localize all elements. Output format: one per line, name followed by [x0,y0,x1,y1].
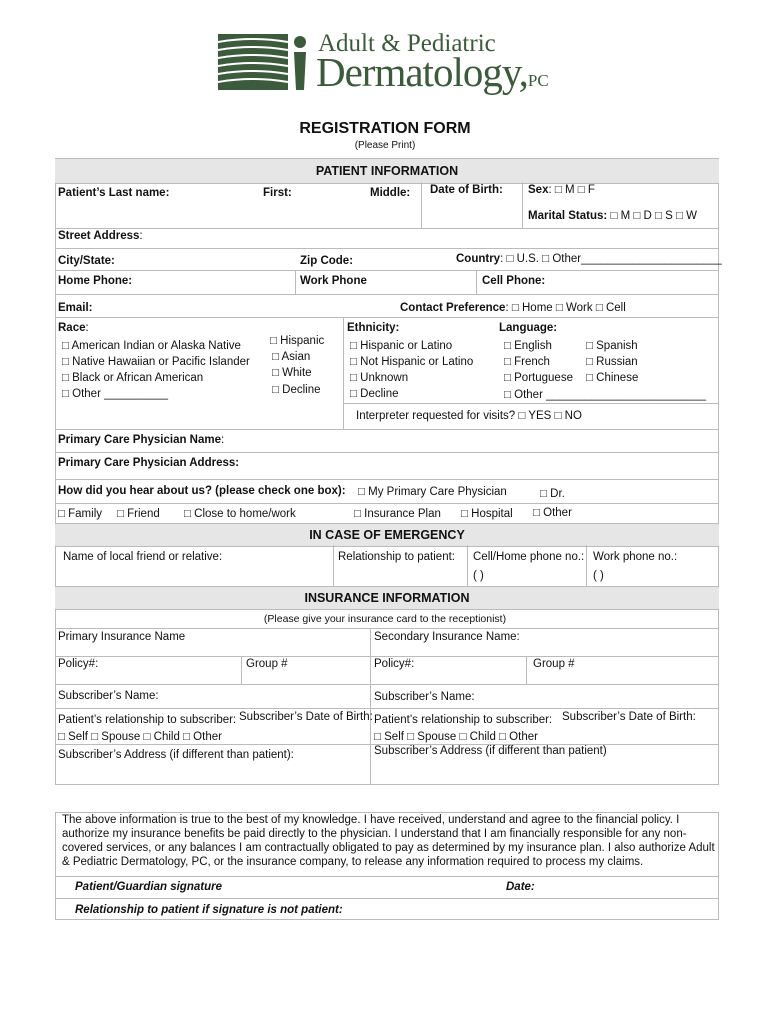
dob-label: Date of Birth: [430,184,503,196]
hear-option-dr[interactable]: □ Dr. [540,488,565,500]
sex-label: Sex [528,184,549,196]
emergency-relationship-label: Relationship to patient: [338,551,455,563]
date-label[interactable]: Date: [506,881,535,893]
contact-pref-field[interactable] [400,302,626,316]
secondary-subscriber-name-label: Subscriber’s Name: [374,691,475,703]
race-option[interactable]: □ Decline [272,384,321,396]
primary-relationship-options[interactable]: □ Self □ Spouse □ Child □ Other [58,731,222,743]
primary-insurance-label: Primary Insurance Name [58,631,186,643]
language-option[interactable]: □ Spanish [586,340,638,352]
signature-label[interactable]: Patient/Guardian signature [75,881,222,893]
city-label: City/State: [58,255,115,267]
language-option[interactable]: □ Other _________________________ [504,389,706,401]
contact-pref-label: Contact Preference [400,302,506,314]
race-option[interactable]: □ Other __________ [62,388,169,400]
hear-option-pcp[interactable]: □ My Primary Care Physician [358,486,507,498]
agreement-line: authorize my insurance benefits be paid directly to the physician. I understand that I am financially responsible for any non- [62,828,687,840]
logo-waves-icon [218,30,314,92]
ethnicity-option[interactable]: □ Decline [350,388,399,400]
hear-option[interactable]: □ Other [533,507,572,519]
middle-name-label: Middle: [370,187,411,199]
country-field[interactable] [456,253,722,267]
logo [218,30,549,102]
street-colon: : [139,230,143,242]
pcp-name-field[interactable] [58,434,224,448]
marital-field[interactable] [528,210,697,224]
primary-subscriber-dob-label: Subscriber’s Date of Birth: [239,711,373,723]
last-name-label: Patient’s Last name: [58,187,170,199]
secondary-insurance-label: Secondary Insurance Name: [374,631,520,643]
secondary-subscriber-dob-label: Subscriber’s Date of Birth: [562,711,696,723]
primary-subscriber-name-label: Subscriber’s Name: [58,690,159,702]
language-option[interactable]: □ French [504,356,550,368]
logo-pc: PC [527,71,549,90]
emergency-cell-label: Cell/Home phone no.: [473,551,585,563]
language-option[interactable]: □ English [504,340,552,352]
race-option[interactable]: □ American Indian or Alaska Native [62,340,241,352]
emergency-work-paren: ( ) [593,570,604,582]
logo-line2 [316,48,549,96]
cell-phone-label: Cell Phone: [482,275,546,287]
marital-label: Marital Status: [528,210,608,222]
relationship-signature-label[interactable]: Relationship to patient if signature is not patient: [75,904,343,916]
home-phone-label: Home Phone: [58,275,133,287]
work-phone-label: Work Phone [300,275,367,287]
language-option[interactable]: □ Chinese [586,372,639,384]
contact-pref-options: : □ Home □ Work □ Cell [505,302,626,314]
hear-option[interactable]: □ Insurance Plan [354,508,441,520]
hear-option[interactable]: □ Close to home/work [184,508,296,520]
interpreter-question[interactable]: Interpreter requested for visits? □ YES □ NO [356,410,582,422]
emergency-heading: IN CASE OF EMERGENCY [55,523,719,547]
hear-option[interactable]: □ Family [58,508,103,520]
ethnicity-option[interactable]: □ Not Hispanic or Latino [350,356,474,368]
country-label: Country [456,253,501,265]
emergency-work-label: Work phone no.: [593,551,678,563]
pcp-address-label: Primary Care Physician Address: [58,457,240,469]
ethnicity-option[interactable]: □ Unknown [350,372,409,384]
primary-policy-label: Policy#: [58,658,99,670]
sex-field[interactable] [528,184,595,198]
race-option[interactable]: □ White [272,367,312,379]
secondary-relationship-label: Patient’s relationship to subscriber: [374,714,553,726]
agreement-line: & Pediatric Dermatology, PC, or the insurance company, to release any information required to process my claims. [62,856,644,868]
race-option[interactable]: □ Asian [272,351,311,363]
primary-group-label: Group # [246,658,288,670]
first-name-label: First: [263,187,292,199]
race-colon: : [85,322,89,334]
language-option[interactable]: □ Portuguese [504,372,573,384]
agreement-line: covered services, or any balances I am contractually obligated to pay as determined by my insurance plan. I also authorize Adult [62,842,715,854]
sex-options: : □ M □ F [548,184,595,196]
race-option[interactable]: □ Black or African American [62,372,204,384]
street-label: Street Address [58,230,140,242]
language-label: Language: [499,322,558,334]
ethnicity-option[interactable]: □ Hispanic or Latino [350,340,453,352]
emergency-name-label: Name of local friend or relative: [63,551,223,563]
insurance-heading: INSURANCE INFORMATION [55,586,719,610]
race-option[interactable]: □ Native Hawaiian or Pacific Islander [62,356,250,368]
pcp-name-label: Primary Care Physician Name [58,434,222,446]
secondary-relationship-options[interactable]: □ Self □ Spouse □ Child □ Other [374,731,538,743]
page-title: REGISTRATION FORM [299,120,471,137]
language-option[interactable]: □ Russian [586,356,638,368]
zip-label: Zip Code: [300,255,354,267]
hear-question: How did you hear about us? (please check one box): [58,485,346,497]
secondary-subscriber-address-label: Subscriber’s Address (if different than patient) [374,745,607,757]
emergency-cell-paren: ( ) [473,570,484,582]
secondary-policy-label: Policy#: [374,658,415,670]
page-subtitle: (Please Print) [354,140,416,151]
secondary-group-label: Group # [533,658,575,670]
pcp-name-colon: : [221,434,225,446]
primary-subscriber-address-label: Subscriber’s Address (if different than patient): [58,749,294,761]
hear-option[interactable]: □ Friend [117,508,160,520]
insurance-note: (Please give your insurance card to the receptionist) [263,613,507,625]
email-label: Email: [58,302,93,314]
race-heading [58,322,89,336]
race-option[interactable]: □ Hispanic [270,335,325,347]
race-label: Race [58,322,86,334]
ethnicity-label: Ethnicity: [347,322,400,334]
hear-option[interactable]: □ Hospital [461,508,513,520]
primary-relationship-label: Patient’s relationship to subscriber: [58,714,237,726]
logo-line2-text: Dermatology, [316,49,528,95]
agreement-line: The above information is true to the best of my knowledge. I have received, understand and agree to the financial policy. I [62,814,680,826]
patient-info-heading: PATIENT INFORMATION [55,158,719,184]
street-field[interactable] [58,230,143,244]
marital-options: □ M □ D □ S □ W [607,210,698,222]
logo-line1: Adult & Pediatric [318,30,496,57]
country-options: : □ U.S. □ Other______________________ [500,253,722,265]
